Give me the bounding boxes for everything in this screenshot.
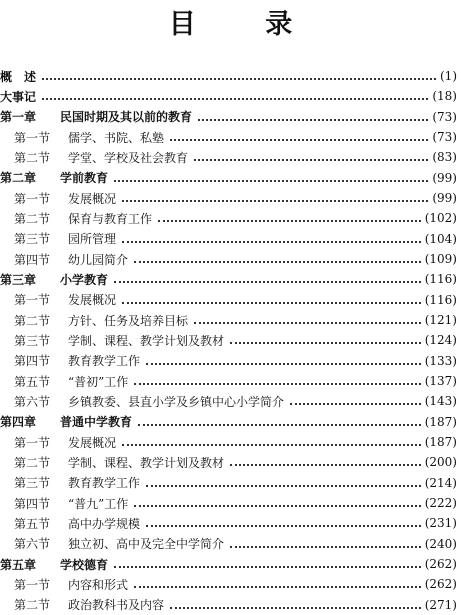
- toc-entry-label: [14, 210, 152, 227]
- dot-leader: [114, 566, 421, 568]
- page-number: (99): [432, 170, 457, 185]
- page-number: (116): [424, 272, 457, 287]
- entry-title: 发展概况: [68, 435, 117, 450]
- toc-entry-label: [14, 373, 128, 390]
- entry-title: 方针、任务及培养目标: [68, 313, 189, 328]
- entry-title: 民国时期及其以前的教育: [60, 110, 193, 125]
- toc-entry[interactable]: [0, 351, 461, 371]
- toc-entry[interactable]: [0, 391, 461, 411]
- entry-number: 第三节: [14, 333, 51, 348]
- dot-leader: [146, 485, 421, 487]
- entry-number: 第一节: [14, 130, 51, 145]
- entry-number: 第一节: [14, 191, 51, 206]
- toc-entry[interactable]: [0, 229, 461, 249]
- page-number: (214): [424, 475, 457, 490]
- toc-entry[interactable]: [0, 330, 461, 350]
- entry-title: 学前教育: [60, 171, 109, 186]
- entry-title: 教育教学工作: [68, 354, 141, 369]
- entry-number: 第三章: [0, 272, 37, 287]
- entry-number: 第三节: [14, 232, 51, 247]
- entry-number: 第四节: [14, 252, 51, 267]
- toc-entry-label: [14, 291, 116, 308]
- entry-title: 发展概况: [68, 293, 117, 308]
- toc-entry[interactable]: [0, 290, 461, 310]
- entry-title: “普初”工作: [68, 374, 129, 389]
- dot-leader: [134, 586, 421, 588]
- dot-leader: [230, 342, 421, 344]
- toc-entry-label: [0, 556, 108, 573]
- toc-entry-label: [14, 312, 188, 329]
- toc-entry[interactable]: [0, 412, 461, 432]
- dot-leader: [170, 139, 428, 141]
- toc-entry-label: [14, 190, 116, 207]
- dot-leader: [198, 119, 428, 121]
- entry-title: 普通中学教育: [60, 415, 133, 430]
- entry-number: 第二节: [14, 598, 51, 613]
- dot-leader: [114, 281, 421, 283]
- entry-title: 学堂、学校及社会教育: [68, 150, 189, 165]
- entry-title: 儒学、书院、私塾: [68, 130, 165, 145]
- toc-entry-label: [14, 393, 284, 410]
- toc-entry-label: [0, 271, 108, 288]
- page-number: (83): [432, 150, 457, 165]
- entry-title: 学制、课程、教学计划及教材: [68, 455, 225, 470]
- entry-number: 第四节: [14, 354, 51, 369]
- toc-entry-label: [14, 149, 188, 166]
- toc-entry-label: [14, 454, 224, 471]
- dot-leader: [170, 607, 421, 609]
- dot-leader: [42, 78, 436, 80]
- dot-leader: [122, 200, 428, 202]
- dot-leader: [114, 180, 428, 182]
- page-number: (121): [424, 313, 457, 328]
- entry-number: 第一节: [14, 293, 51, 308]
- toc-entry-label: [14, 535, 224, 552]
- toc-entry-label: [0, 169, 108, 186]
- page-number: (222): [424, 496, 457, 511]
- page-number: (187): [424, 414, 457, 429]
- entry-title: 独立初、高中及完全中学简介: [68, 537, 225, 552]
- entry-number: 第二章: [0, 171, 37, 186]
- toc-entry-label: [14, 352, 140, 369]
- toc-entry[interactable]: [0, 493, 461, 513]
- page-number: (124): [424, 333, 457, 348]
- entry-number: 第一节: [14, 435, 51, 450]
- entry-number: 第五节: [14, 374, 51, 389]
- entry-number: 第二节: [14, 150, 51, 165]
- toc-entry[interactable]: [0, 188, 461, 208]
- page-number: (137): [424, 374, 457, 389]
- entry-title: 乡镇教委、县直小学及乡镇中心小学简介: [68, 394, 285, 409]
- toc-entry[interactable]: [0, 86, 461, 106]
- entry-number: 第六节: [14, 394, 51, 409]
- entry-title: 保育与教育工作: [68, 211, 153, 226]
- toc-entry-label: [14, 251, 128, 268]
- entry-number: 第一章: [0, 110, 37, 125]
- entry-title: 政治教科书及内容: [68, 598, 165, 613]
- toc-entry-label: [14, 495, 128, 512]
- toc-entry[interactable]: [0, 249, 461, 269]
- page-number: (262): [424, 557, 457, 572]
- entry-title: 发展概况: [68, 191, 117, 206]
- dot-leader: [194, 159, 428, 161]
- entry-title: 幼儿园简介: [68, 252, 129, 267]
- page-number: (200): [424, 455, 457, 470]
- entry-number: 第二节: [14, 211, 51, 226]
- dot-leader: [146, 525, 421, 527]
- page-number: (240): [424, 536, 457, 551]
- toc-entry-label: [14, 129, 164, 146]
- dot-leader: [134, 383, 420, 385]
- toc-entry-label: [14, 596, 164, 613]
- toc-entry[interactable]: [0, 554, 461, 574]
- entry-number: 第五章: [0, 557, 37, 572]
- page-number: (143): [424, 394, 457, 409]
- page-number: (187): [424, 435, 457, 450]
- entry-number: 第四节: [14, 496, 51, 511]
- dot-leader: [122, 302, 421, 304]
- table-of-contents: [0, 66, 461, 615]
- entry-title: 高中办学规模: [68, 516, 141, 531]
- toc-entry-label: [14, 434, 116, 451]
- toc-entry[interactable]: [0, 595, 461, 615]
- page-number: (73): [432, 130, 457, 145]
- toc-entry-label: [0, 88, 36, 105]
- entry-number: 第二节: [14, 455, 51, 470]
- dot-leader: [290, 403, 421, 405]
- entry-number: 第六节: [14, 537, 51, 552]
- dot-leader: [138, 424, 421, 426]
- entry-number: 第二节: [14, 313, 51, 328]
- page-number: (231): [424, 516, 457, 531]
- entry-title: 学制、课程、教学计划及教材: [68, 333, 225, 348]
- dot-leader: [42, 98, 428, 100]
- page-number: (73): [432, 109, 457, 124]
- dot-leader: [194, 322, 421, 324]
- toc-entry[interactable]: [0, 473, 461, 493]
- page-title: 目 录: [168, 9, 323, 40]
- toc-entry-label: [0, 108, 192, 125]
- page-number: (104): [424, 231, 457, 246]
- page-number: (18): [432, 89, 457, 104]
- entry-number: 第五节: [14, 516, 51, 531]
- toc-entry[interactable]: [0, 168, 461, 188]
- dot-leader: [122, 241, 421, 243]
- toc-entry[interactable]: [0, 147, 461, 167]
- page-number: (271): [424, 597, 457, 612]
- page-number: (262): [424, 577, 457, 592]
- entry-title: 内容和形式: [68, 577, 129, 592]
- dot-leader: [134, 261, 421, 263]
- page-number: (102): [424, 211, 457, 226]
- toc-entry[interactable]: [0, 107, 461, 127]
- entry-number: 第一节: [14, 577, 51, 592]
- dot-leader: [230, 546, 421, 548]
- entry-title: 小学教育: [60, 272, 109, 287]
- toc-entry[interactable]: [0, 513, 461, 533]
- toc-entry[interactable]: [0, 269, 461, 289]
- entry-title: 学校德育: [60, 557, 109, 572]
- toc-entry-label: [14, 515, 140, 532]
- dot-leader: [134, 505, 420, 507]
- toc-entry[interactable]: [0, 371, 461, 391]
- toc-entry[interactable]: [0, 66, 461, 86]
- dot-leader: [146, 363, 421, 365]
- toc-entry[interactable]: [0, 127, 461, 147]
- entry-title: 教育教学工作: [68, 476, 141, 491]
- page-number: (99): [432, 191, 457, 206]
- toc-entry[interactable]: [0, 534, 461, 554]
- toc-entry[interactable]: [0, 432, 461, 452]
- page-number: (1): [440, 69, 457, 84]
- toc-entry-label: [14, 576, 128, 593]
- toc-entry-label: [14, 332, 224, 349]
- toc-entry[interactable]: [0, 574, 461, 594]
- dot-leader: [230, 464, 421, 466]
- entry-title: 大事记: [0, 89, 37, 104]
- page-number: (116): [424, 292, 457, 307]
- toc-entry[interactable]: [0, 310, 461, 330]
- entry-number: 第四章: [0, 415, 37, 430]
- entry-number: 第三节: [14, 476, 51, 491]
- dot-leader: [158, 220, 421, 222]
- dot-leader: [122, 444, 421, 446]
- page-number: (133): [424, 353, 457, 368]
- toc-entry-label: [0, 413, 132, 430]
- toc-entry[interactable]: [0, 452, 461, 472]
- toc-entry-label: [0, 68, 36, 85]
- toc-entry-label: [14, 230, 116, 247]
- entry-title: “普九”工作: [68, 496, 129, 511]
- page-number: (109): [424, 252, 457, 267]
- entry-title: 园所管理: [68, 232, 117, 247]
- toc-entry[interactable]: [0, 208, 461, 228]
- toc-entry-label: [14, 474, 140, 491]
- entry-title: 概 述: [0, 69, 37, 84]
